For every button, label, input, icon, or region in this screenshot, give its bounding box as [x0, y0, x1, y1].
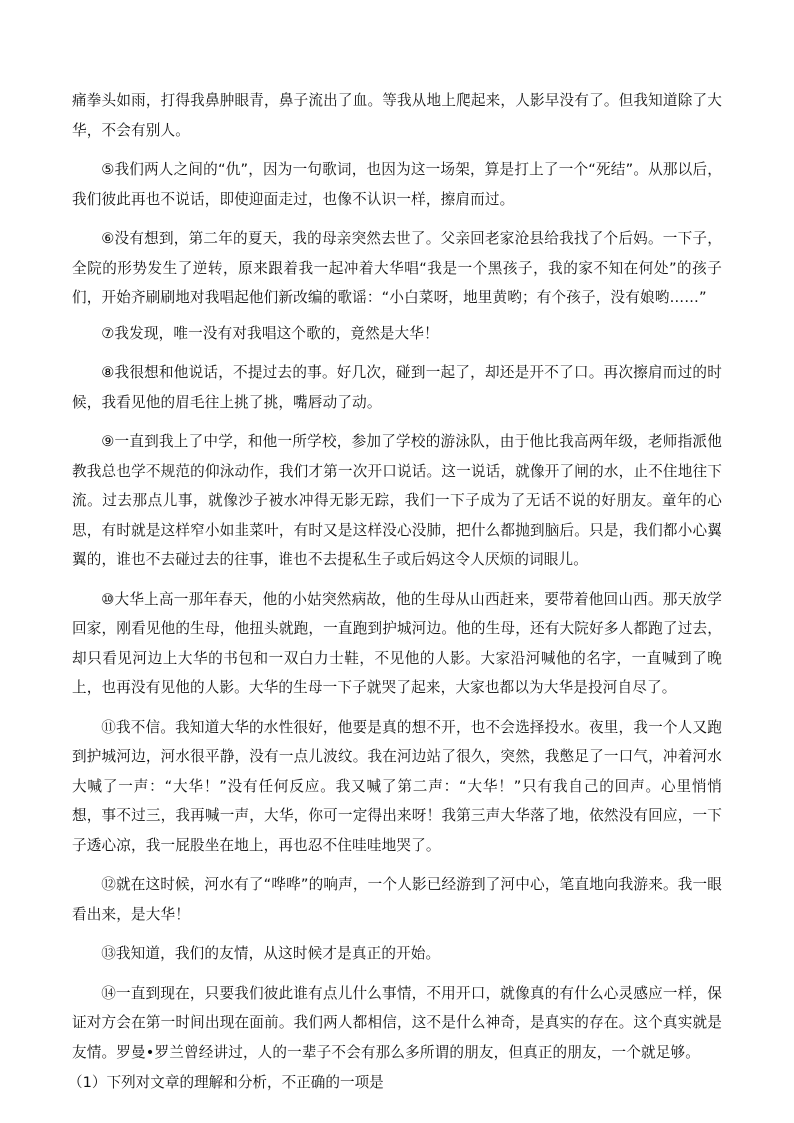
paragraph-11: ⑪我不信。我知道大华的水性很好，他要是真的想不开，也不会选择投水。夜里，我一个人又跑到护城河边，河水很平静，没有一点儿波纹。我在河边站了很久，突然，我憋足了一口气，冲着河水大喊了一声：“大华！”没有任何反应。我又喊了第二声：“大华！”只有我自己的回声。心里悄悄想，事不过三，我再喊一声，大华，你可一定得出来呀！我第三声大华落了地，依然没有回应，一下子透心凉，我一屁股坐在地上，再也忍不住哇哇地哭了。 [72, 718, 722, 854]
paragraph-5: ⑤我们两人之间的“仇”，因为一句歌词，也因为这一场架，算是打上了一个“死结”。从那以后，我们彼此再也不说话，即使迎面走过，也像不认识一样，擦肩而过。 [72, 161, 722, 208]
paragraph-9: ⑨一直到我上了中学，和他一所学校，参加了学校的游泳队，由于他比我高两年级，老师指派他教我总也学不规范的仰泳动作，我们才第一次开口说话。这一说话，就像开了闸的水，止不住地往下流。过去那点儿事，就像沙子被水冲得无影无踪，我们一下子成为了无话不说的好朋友。童年的心思，有时就是这样窄小如韭菜叶，有时又是这样没心没肺，把什么都抛到脑后。只是，我们都小心翼翼的，谁也不去碰过去的往事，谁也不去提私生子或后妈这令人厌烦的词眼儿。 [72, 433, 722, 568]
paragraph-7: ⑦我发现，唯一没有对我唱这个歌的，竟然是大华！ [101, 324, 439, 342]
question-1: （1）下列对文章的理解和分析，不正确的一项是 [68, 1074, 384, 1091]
paragraph-13: ⑬我知道，我们的友情，从这时候才是真正的开始。 [101, 945, 441, 962]
paragraph-8: ⑧我很想和他说话，不提过去的事。好几次，碰到一起了，却还是开不了口。再次擦肩而过的时候，我看见他的眉毛往上挑了挑，嘴唇动了动。 [72, 364, 722, 411]
paragraph-14: ⑭一直到现在，只要我们彼此谁有点儿什么事情，不用开口，就像真的有什么心灵感应一样，保证对方会在第一时间出现在面前。我们两人都相信，这不是什么神奇，是真实的存在。这个真实就是友情。罗曼•罗兰曾经讲过，人的一辈子不会有那么多所谓的朋友，但真正的朋友，一个就足够。 [72, 984, 722, 1061]
paragraph-6: ⑥没有想到，第二年的夏天，我的母亲突然去世了。父亲回老家沧县给我找了个后妈。一下子，全院的形势发生了逆转，原来跟着我一起冲着大华唱“我是一个黑孩子，我的家不知在何处”的孩子们，开始齐刷刷地对我唱起他们新改编的歌谣：“小白菜呀，地里黄哟；有个孩子，没有娘哟……” [72, 230, 722, 306]
paragraph-10: ⑩大华上高一那年春天，他的小姑突然病故，他的生母从山西赶来，要带着他回山西。那天放学回家，刚看见他的生母，他扭头就跑，一直跑到护城河边。他的生母，还有大院好多人都跑了过去，却只看见河边上大华的书包和一双白力士鞋，不见他的人影。大家沿河喊他的名字，一直喊到了晚上，也再没有见他的人影。大华的生母一下子就哭了起来，大家也都以为大华是投河自尽了。 [72, 590, 722, 696]
paragraph-continued: 痛拳头如雨，打得我鼻肿眼青，鼻子流出了血。等我从地上爬起来，人影早没有了。但我知道除了大华，不会有别人。 [72, 92, 722, 139]
paragraph-12: ⑫就在这时候，河水有了“哗哗”的响声，一个人影已经游到了河中心，笔直地向我游来。我一眼看出来，是大华！ [72, 876, 722, 923]
document-page [68, 86, 722, 1095]
